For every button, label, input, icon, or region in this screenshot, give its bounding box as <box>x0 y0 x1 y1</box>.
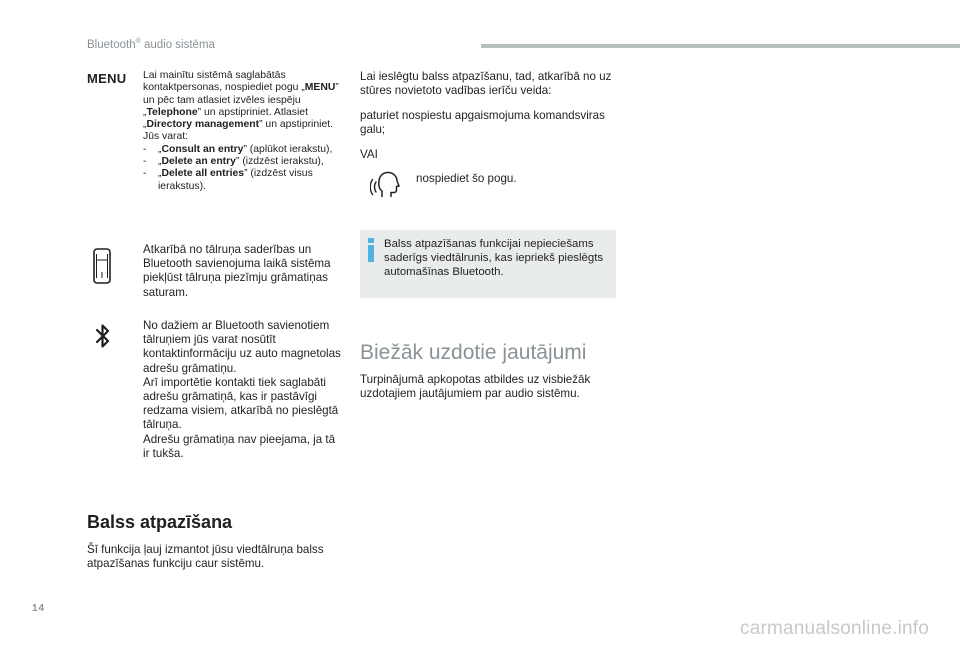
voice-recognition-heading: Balss atpazīšana <box>87 512 233 532</box>
phonebook-paragraph: Atkarībā no tālruņa saderības un Bluetooth savienojuma laikā sistēma piekļūst tālruņa piezīmju grāmatiņas saturam. <box>143 243 331 299</box>
info-icon <box>368 238 374 262</box>
voice-command-icon <box>370 170 404 200</box>
header-rule <box>481 44 960 48</box>
menu-intro: Lai mainītu sistēmā saglabātās kontaktpersonas, nospiediet pogu „MENU” un pēc tam atlasiet izvēles iespēju „Telephone” un apstipriniet. Atlasiet „Directory management” un apstipriniet. <box>143 70 339 131</box>
activation-text: Lai ieslēgtu balss atpazīšanu, tad, atkarībā no uz stūres novietoto vadības ierīču veida: <box>360 70 612 98</box>
faq-text: Turpinājumā apkopotas atbildes uz visbiežāk uzdotajiem jautājumiem par audio sistēmu. <box>360 373 591 401</box>
page-number: 14 <box>32 603 46 614</box>
mobile-phone-icon <box>93 248 111 284</box>
list-item: - „Delete all entries” (izdzēst visus ierakstus). <box>143 168 313 192</box>
menu-options-list <box>143 144 353 193</box>
voice-recognition-intro: Šī funkcija ļauj izmantot jūsu viedtālruņa balss atpazīšanas funkciju caur sistēmu. <box>87 543 324 571</box>
activation-or: VAI <box>360 148 378 161</box>
info-box-text: Balss atpazīšanas funkcijai nepieciešams saderīgs viedtālrunis, kas iepriekš pieslēgts automašīnas Bluetooth. <box>384 238 604 278</box>
running-header: Bluetooth® audio sistēma <box>87 38 215 51</box>
activation-press-text: nospiediet šo pogu. <box>416 172 517 185</box>
menu-you-can: Jūs varat: <box>143 131 189 143</box>
list-item: - „Consult an entry” (aplūkot ierakstu), <box>143 143 333 155</box>
bluetooth-paragraph: No dažiem ar Bluetooth savienotiem tālruņiem jūs varat nosūtīt kontaktinformāciju uz auto magnetolas adrešu grāmatiņu. Arī importētie kontakti tiek saglabāti adrešu grāmatiņā, kas ir pastāvīgi redzama visiem, atkarībā no pieslēgtā tālruņa. Adrešu grāmatiņa nav pieejama, ja tā ir tukša. <box>143 319 341 460</box>
info-box <box>360 230 616 298</box>
menu-button-label: MENU <box>87 71 127 86</box>
faq-heading: Biežāk uzdotie jautājumi <box>360 341 587 364</box>
list-item: - „Delete an entry” (izdzēst ierakstu), <box>143 156 324 168</box>
menu-instructions <box>143 70 353 193</box>
activation-hold-text: paturiet nospiestu apgaismojuma komandsviras galu; <box>360 109 605 137</box>
watermark: carmanualsonline.info <box>740 618 930 639</box>
bluetooth-icon <box>94 323 112 349</box>
